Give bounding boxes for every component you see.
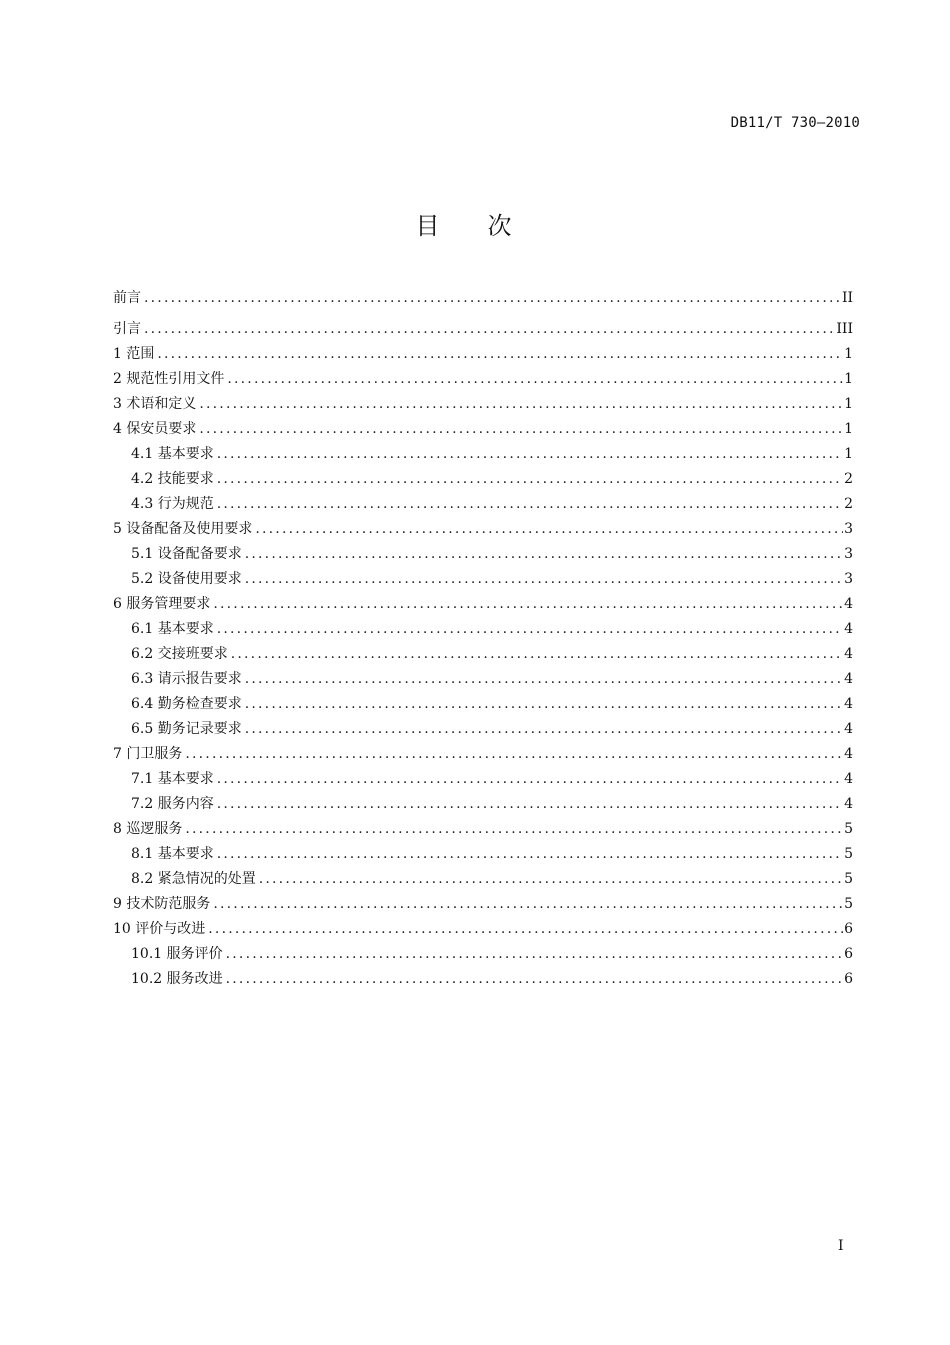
toc-entry-label: 前言 bbox=[113, 290, 141, 306]
table-of-contents bbox=[113, 286, 853, 992]
toc-entry-label: 1 范围 bbox=[113, 346, 155, 362]
toc-entry-label: 7.1 基本要求 bbox=[131, 771, 214, 787]
toc-dot-leader bbox=[242, 542, 843, 567]
toc-entry-page: 5 bbox=[844, 871, 853, 887]
toc-entry-page: 4 bbox=[844, 696, 853, 712]
toc-dot-leader bbox=[214, 617, 843, 642]
toc-entry[interactable] bbox=[113, 842, 853, 867]
toc-entry[interactable] bbox=[113, 667, 853, 692]
toc-entry[interactable] bbox=[113, 917, 853, 942]
toc-entry[interactable] bbox=[113, 692, 853, 717]
toc-entry-page: 2 bbox=[844, 471, 853, 487]
toc-entry-label: 5 设备配备及使用要求 bbox=[113, 521, 253, 537]
toc-entry[interactable] bbox=[113, 867, 853, 892]
toc-entry-label: 6 服务管理要求 bbox=[113, 596, 211, 612]
toc-entry[interactable] bbox=[113, 442, 853, 467]
toc-entry-label: 5.1 设备配备要求 bbox=[131, 546, 242, 562]
toc-entry[interactable] bbox=[113, 967, 853, 992]
toc-dot-leader bbox=[228, 642, 843, 667]
toc-dot-leader bbox=[252, 517, 843, 542]
toc-entry-label: 引言 bbox=[113, 321, 141, 337]
toc-entry-page: 4 bbox=[844, 771, 853, 787]
page-number: I bbox=[838, 1238, 844, 1254]
toc-dot-leader bbox=[196, 417, 843, 442]
toc-entry-label: 6.3 请示报告要求 bbox=[131, 671, 242, 687]
toc-dot-leader bbox=[224, 367, 843, 392]
toc-entry-label: 2 规范性引用文件 bbox=[113, 371, 225, 387]
toc-entry-page: 6 bbox=[844, 946, 853, 962]
toc-entry[interactable] bbox=[113, 642, 853, 667]
toc-dot-leader bbox=[214, 492, 843, 517]
toc-dot-leader bbox=[223, 942, 843, 967]
toc-dot-leader bbox=[210, 892, 843, 917]
toc-entry-label: 6.5 勤务记录要求 bbox=[131, 721, 242, 737]
toc-entry-page: 4 bbox=[844, 796, 853, 812]
toc-dot-leader bbox=[242, 667, 843, 692]
toc-entry-page: 4 bbox=[844, 721, 853, 737]
toc-entry[interactable] bbox=[113, 892, 853, 917]
toc-dot-leader bbox=[242, 567, 843, 592]
toc-dot-leader bbox=[141, 286, 842, 311]
toc-entry-page: 1 bbox=[844, 421, 853, 437]
toc-entry-page: 5 bbox=[844, 896, 853, 912]
toc-dot-leader bbox=[141, 317, 836, 342]
toc-entry[interactable] bbox=[113, 492, 853, 517]
toc-entry-page: 4 bbox=[844, 621, 853, 637]
toc-entry[interactable] bbox=[113, 342, 853, 367]
toc-entry-page: 1 bbox=[844, 346, 853, 362]
toc-entry-page: 4 bbox=[844, 596, 853, 612]
toc-entry[interactable] bbox=[113, 617, 853, 642]
toc-dot-leader bbox=[256, 867, 843, 892]
toc-entry-label: 6.1 基本要求 bbox=[131, 621, 214, 637]
toc-dot-leader bbox=[182, 742, 843, 767]
toc-entry[interactable] bbox=[113, 717, 853, 742]
toc-dot-leader bbox=[196, 392, 843, 417]
toc-entry-label: 10 评价与改进 bbox=[113, 921, 206, 937]
toc-entry-page: 6 bbox=[844, 971, 853, 987]
toc-dot-leader bbox=[214, 467, 843, 492]
toc-dot-leader bbox=[182, 817, 843, 842]
toc-entry[interactable] bbox=[113, 286, 853, 317]
toc-entry-label: 4.1 基本要求 bbox=[131, 446, 214, 462]
toc-entry-page: 5 bbox=[844, 821, 853, 837]
toc-entry-label: 7 门卫服务 bbox=[113, 746, 183, 762]
toc-entry[interactable] bbox=[113, 392, 853, 417]
toc-entry-label: 7.2 服务内容 bbox=[131, 796, 214, 812]
toc-entry-page: III bbox=[836, 321, 853, 337]
toc-entry-label: 8.1 基本要求 bbox=[131, 846, 214, 862]
toc-entry[interactable] bbox=[113, 767, 853, 792]
toc-entry-label: 6.4 勤务检查要求 bbox=[131, 696, 242, 712]
toc-entry-page: 6 bbox=[844, 921, 853, 937]
toc-dot-leader bbox=[205, 917, 843, 942]
toc-entry[interactable] bbox=[113, 467, 853, 492]
toc-entry[interactable] bbox=[113, 817, 853, 842]
toc-dot-leader bbox=[223, 967, 843, 992]
toc-entry[interactable] bbox=[113, 317, 853, 342]
toc-dot-leader bbox=[214, 442, 843, 467]
document-code: DB11/T 730—2010 bbox=[730, 115, 860, 131]
toc-entry-page: 4 bbox=[844, 646, 853, 662]
toc-entry-label: 8 巡逻服务 bbox=[113, 821, 183, 837]
toc-entry-page: 2 bbox=[844, 496, 853, 512]
toc-entry[interactable] bbox=[113, 367, 853, 392]
toc-entry-label: 3 术语和定义 bbox=[113, 396, 197, 412]
toc-entry-page: 1 bbox=[844, 396, 853, 412]
toc-dot-leader bbox=[214, 842, 843, 867]
toc-entry-label: 4.2 技能要求 bbox=[131, 471, 214, 487]
toc-entry[interactable] bbox=[113, 742, 853, 767]
toc-entry[interactable] bbox=[113, 792, 853, 817]
toc-entry-label: 9 技术防范服务 bbox=[113, 896, 211, 912]
toc-entry-label: 5.2 设备使用要求 bbox=[131, 571, 242, 587]
toc-entry-label: 8.2 紧急情况的处置 bbox=[131, 871, 256, 887]
toc-title: 目次 bbox=[415, 212, 560, 240]
toc-dot-leader bbox=[214, 767, 843, 792]
toc-entry-label: 10.2 服务改进 bbox=[131, 971, 223, 987]
toc-entry[interactable] bbox=[113, 942, 853, 967]
toc-entry-page: II bbox=[841, 290, 853, 306]
toc-entry[interactable] bbox=[113, 567, 853, 592]
toc-entry[interactable] bbox=[113, 542, 853, 567]
toc-entry[interactable] bbox=[113, 417, 853, 442]
toc-dot-leader bbox=[214, 792, 843, 817]
toc-entry-page: 3 bbox=[844, 571, 853, 587]
toc-dot-leader bbox=[154, 342, 843, 367]
toc-entry-page: 5 bbox=[844, 846, 853, 862]
toc-dot-leader bbox=[242, 717, 843, 742]
toc-entry-page: 4 bbox=[844, 746, 853, 762]
toc-entry[interactable] bbox=[113, 517, 853, 542]
toc-entry-label: 4 保安员要求 bbox=[113, 421, 197, 437]
toc-entry-label: 4.3 行为规范 bbox=[131, 496, 214, 512]
toc-entry-label: 6.2 交接班要求 bbox=[131, 646, 228, 662]
toc-dot-leader bbox=[210, 592, 843, 617]
toc-dot-leader bbox=[242, 692, 843, 717]
toc-entry-label: 10.1 服务评价 bbox=[131, 946, 223, 962]
toc-entry[interactable] bbox=[113, 592, 853, 617]
toc-entry-page: 4 bbox=[844, 671, 853, 687]
toc-entry-page: 3 bbox=[844, 546, 853, 562]
toc-entry-page: 3 bbox=[844, 521, 853, 537]
toc-entry-page: 1 bbox=[844, 446, 853, 462]
toc-entry-page: 1 bbox=[844, 371, 853, 387]
